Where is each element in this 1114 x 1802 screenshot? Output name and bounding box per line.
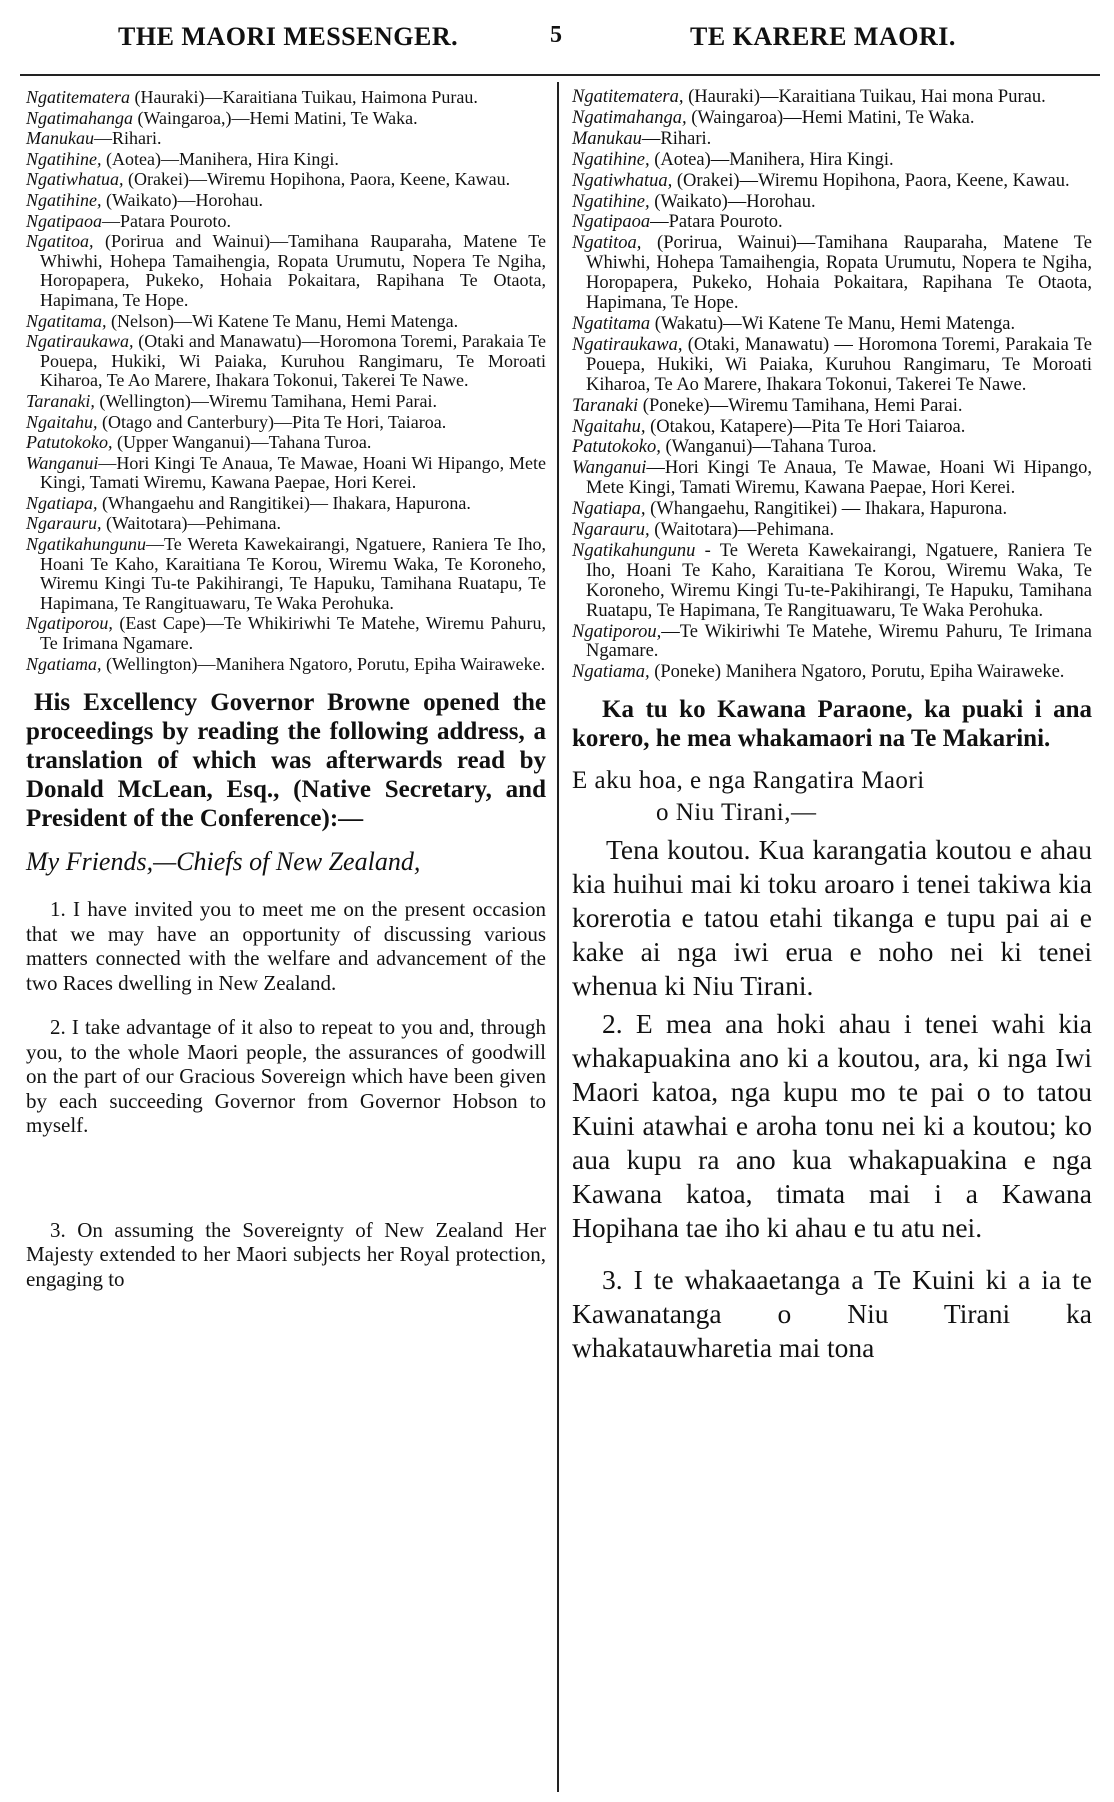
tribe-name: Ngatiwhatua,	[572, 170, 673, 191]
tribe-entry	[572, 336, 1092, 396]
tribe-members: (Wakatu)—Wi Katene Te Manu, Hemi Matenga.	[650, 313, 1016, 334]
tribe-name: Ngarauru,	[26, 513, 102, 534]
tribe-name: Ngatiapa,	[26, 492, 98, 513]
maori-salutation	[572, 765, 1092, 829]
tribe-members: (Upper Wanganui)—Tahana Turoa.	[112, 432, 372, 453]
tribe-name: Ngatiraukawa,	[572, 334, 683, 355]
tribe-members: (Aotea)—Manihera, Hira Kingi.	[649, 149, 894, 170]
tribe-entry	[26, 494, 546, 514]
tribe-entry	[572, 438, 1092, 458]
tribe-members: (Poneke)—Wiremu Tamihana, Hemi Parai.	[638, 395, 963, 416]
column-divider	[557, 82, 559, 1792]
tribe-entry	[26, 232, 546, 310]
tribe-entry	[26, 392, 546, 412]
tribe-entry	[26, 614, 546, 653]
tribe-members: (Waingaroa)—Hemi Matini, Te Waka.	[686, 107, 975, 128]
maori-salutation-line1: E aku hoa, e nga Rangatira Maori	[572, 767, 925, 795]
tribe-members: (Orakei)—Wiremu Hopihona, Paora, Keene, Kawau.	[672, 170, 1070, 191]
tribe-name: Ngaitahu,	[26, 411, 98, 432]
tribe-name: Manukau	[572, 128, 642, 149]
header-rule	[20, 74, 1100, 76]
tribe-entry	[572, 315, 1092, 335]
tribe-entry	[572, 542, 1092, 622]
tribe-members: - Te Wereta Kawekairangi, Ngatuere, Raniera Te Iho, Hoani Te Kaho, Karaitiana Te Korou, Wiremu Waka, Te Koroneho, Wiremu Kingi Tu-te-Pakihirangi, Te Hapuku, Tamihana Ruatapu, Te Hapimana, Te Rangituawaru, Te Waka Perohuka.	[586, 540, 1092, 621]
tribe-members: (Wanganui)—Tahana Turoa.	[660, 437, 877, 458]
tribe-name: Ngatiporou,	[26, 613, 113, 634]
tribe-members: (Otakou, Katapere)—Pita Te Hori Taiaroa.	[645, 416, 966, 437]
maori-attendee-list	[572, 88, 1092, 683]
tribe-members: —Hori Kingi Te Anaua, Te Mawae, Hoani Wi Hipango, Mete Kingi, Tamati Wiremu, Kawana Paepae, Hori Kerei.	[586, 458, 1092, 499]
english-paragraph-1: 1. I have invited you to meet me on the present occasion that we may have an opportunity of discussing various matters connected with the welfare and advancement of the two Races dwelling in New Zealand.	[26, 897, 546, 995]
tribe-entry	[26, 150, 546, 170]
tribe-name: Ngatitematera,	[572, 87, 684, 107]
tribe-name: Ngatihine,	[26, 189, 102, 210]
tribe-members: (Waikato)—Horohau.	[101, 189, 263, 210]
tribe-members: —Te Wereta Kawekairangi, Ngatuere, Raniera Te Iho, Hoani Te Kaho, Karaitiana Te Korou, Wiremu Waka, Te Koroneho, Wiremu Kingi Tu-te Pakihirangi, Te Hapuku, Tamihana Ruatapu, Te Hapimana, Te Rangituawaru, Te Waka Perohuka.	[40, 534, 546, 613]
tribe-members: (Orakei)—Wiremu Hopihona, Paora, Keene, Kawau.	[123, 169, 511, 190]
maori-title: TE KARERE MAORI.	[690, 22, 956, 51]
tribe-entry	[26, 535, 546, 613]
tribe-name: Ngatimahanga	[26, 107, 134, 128]
tribe-members: —Te Wikiriwhi Te Matehe, Wiremu Pahuru, Te Irimana Ngamare.	[586, 621, 1092, 662]
tribe-entry	[26, 655, 546, 675]
tribe-name: Ngatihine,	[572, 149, 650, 170]
tribe-entry	[572, 213, 1092, 233]
tribe-entry	[572, 521, 1092, 541]
tribe-members: (Otaki, Manawatu) — Horomona Toremi, Parakaia Te Pouepa, Hukiki, Wi Paiaka, Kuruhou Rangimaru, Te Moroati Kiharoa, Te Ao Marere, Ihakara Tokonui, Takerei Te Nawe.	[586, 334, 1092, 395]
tribe-members: —Rihari.	[93, 128, 162, 149]
tribe-members: (East Cape)—Te Whikiriwhi Te Matehe, Wiremu Pahuru, Te Irimana Ngamare.	[40, 613, 546, 654]
tribe-entry	[572, 459, 1092, 499]
tribe-members: —Patara Pouroto.	[650, 212, 783, 233]
tribe-entry	[26, 413, 546, 433]
english-attendee-list	[26, 88, 546, 674]
tribe-entry	[26, 88, 546, 108]
tribe-name: Ngatipaoa	[26, 210, 103, 231]
tribe-name: Ngatitoa,	[572, 233, 642, 254]
tribe-members: —Patara Pouroto.	[102, 210, 231, 231]
tribe-entry	[572, 397, 1092, 417]
tribe-name: Ngatipaoa	[572, 212, 651, 233]
tribe-members: (Otaki and Manawatu)—Horomona Toremi, Parakaia Te Pouepa, Hukiki, Wi Paiaka, Kuruhou Rangimaru, Te Moroati Kiharoa, Te Ao Marere, Ihakara Tokonui, Takerei Te Nawe.	[40, 331, 546, 391]
english-paragraph-2: 2. I take advantage of it also to repeat to you and, through you, to the whole Maori people, the assurances of goodwill on the part of our Gracious Sovereign which have been given by each succeeding Governor from Governor Hobson to myself.	[26, 1015, 546, 1138]
tribe-name: Ngatikahungunu	[572, 540, 696, 561]
tribe-entry	[26, 129, 546, 149]
tribe-members: (Waingaroa,)—Hemi Matini, Te Waka.	[133, 107, 418, 128]
tribe-members: (Hauraki)—Karaitiana Tuikau, Hai mona Purau.	[683, 87, 1046, 107]
tribe-name: Patutokoko,	[26, 432, 113, 453]
tribe-entry	[572, 88, 1092, 108]
tribe-name: Ngatitama	[572, 313, 651, 334]
tribe-name: Ngatikahungunu	[26, 534, 146, 555]
tribe-entry	[572, 109, 1092, 129]
tribe-members: (Waikato)—Horohau.	[649, 191, 816, 212]
tribe-members: (Whangaehu, Rangitikei) — Ihakara, Hapurona.	[645, 499, 1008, 520]
tribe-name: Manukau	[26, 128, 94, 149]
tribe-entry	[26, 454, 546, 493]
tribe-members: (Waitotara)—Pehimana.	[101, 513, 281, 534]
maori-salutation-line2: o Niu Tirani,—	[656, 799, 817, 827]
tribe-name: Ngatitematera	[26, 87, 130, 107]
tribe-members: (Nelson)—Wi Katene Te Manu, Hemi Matenga.	[106, 310, 459, 331]
tribe-entry	[572, 151, 1092, 171]
tribe-entry	[572, 130, 1092, 150]
tribe-name: Ngatihine,	[26, 148, 102, 169]
tribe-name: Ngatiama,	[572, 662, 650, 683]
tribe-name: Ngatiapa,	[572, 499, 646, 520]
maori-paragraph-3: 3. I te whakaaetanga a Te Kuini ki a ia te Kawanatanga o Niu Tirani ka whakatauwharetia mai tona	[572, 1264, 1092, 1364]
tribe-name: Ngatimahanga,	[572, 107, 687, 128]
tribe-entry	[26, 433, 546, 453]
tribe-members: (Waitotara)—Pehimana.	[649, 520, 835, 541]
tribe-name: Taranaki,	[26, 390, 95, 411]
tribe-name: Patutokoko,	[572, 437, 661, 458]
tribe-members: —Rihari.	[641, 128, 712, 149]
tribe-name: Ngatiwhatua,	[26, 169, 124, 190]
tribe-entry	[26, 212, 546, 232]
page-header	[0, 22, 1114, 62]
tribe-entry	[572, 663, 1092, 683]
tribe-members: (Hauraki)—Karaitiana Tuikau, Haimona Purau.	[130, 87, 478, 107]
english-title: THE MAORI MESSENGER.	[118, 22, 459, 51]
tribe-name: Ngatitama,	[26, 310, 107, 331]
english-intro: His Excellency Governor Browne opened the proceedings by reading the following address, a translation of which was afterwards read by Donald McLean, Esq., (Native Secretary, and President of the Conference):—	[26, 689, 546, 833]
tribe-name: Wanganui	[26, 452, 99, 473]
tribe-members: (Whangaehu and Rangitikei)— Ihakara, Hapurona.	[97, 492, 471, 513]
tribe-members: (Porirua, Wainui)—Tamihana Rauparaha, Matene Te Whiwhi, Hohepa Tamaihengia, Ropata Urumutu, Nopera te Ngiha, Horopapera, Pukeko, Hohaia Pokaitara, Rapihana Te Otaota, Hapimana, Te Hope.	[586, 233, 1092, 314]
english-paragraph-3: 3. On assuming the Sovereignty of New Zealand Her Majesty extended to her Maori subjects her Royal protection, engaging to	[26, 1217, 546, 1291]
tribe-entry	[572, 172, 1092, 192]
tribe-name: Ngaitahu,	[572, 416, 646, 437]
maori-paragraph-1: Tena koutou. Kua karangatia koutou e ahau kia huihui mai ki toku aroaro i tenei takiwa kia korerotia e tatou etahi tikanga e tupu pai ai e kake ai nga iwi erua e noho nei ki tenei whenua ki Niu Tirani.	[572, 834, 1092, 1002]
tribe-name: Ngatiama,	[26, 653, 102, 674]
page-number: 5	[550, 22, 563, 48]
tribe-entry	[572, 234, 1092, 314]
tribe-members: (Otago and Canterbury)—Pita Te Hori, Taiaroa.	[97, 411, 447, 432]
tribe-entry	[572, 500, 1092, 520]
tribe-name: Ngatiporou,	[572, 621, 662, 642]
tribe-name: Ngatiraukawa,	[26, 331, 134, 352]
tribe-name: Wanganui	[572, 458, 647, 479]
maori-intro: Ka tu ko Kawana Paraone, ka puaki i ana korero, he mea whakamaori na Te Makarini.	[572, 696, 1092, 753]
tribe-name: Ngatihine,	[572, 191, 650, 212]
tribe-members: (Wellington)—Manihera Ngatoro, Porutu, Epiha Wairaweke.	[101, 653, 546, 674]
tribe-entry	[572, 623, 1092, 663]
tribe-name: Ngarauru,	[572, 520, 650, 541]
tribe-entry	[26, 170, 546, 190]
tribe-entry	[26, 109, 546, 129]
maori-paragraph-2: 2. E mea ana hoki ahau i tenei wahi kia whakapuakina ano ki a koutou, ara, ki nga Iwi Maori katoa, nga kupu mo te pai o to tatou Kuini atawhai e aroha tonu nei ki a koutou; ko aua kupu ra ano kua whakapuakina e nga Kawana katoa, timata mai i a Kawana Hopihana tae iho ki ahau e tu atu nei.	[572, 1008, 1092, 1244]
tribe-entry	[572, 193, 1092, 213]
tribe-name: Ngatitoa,	[26, 231, 94, 252]
maori-column	[572, 88, 1092, 1365]
tribe-members: (Poneke) Manihera Ngatoro, Porutu, Epiha Wairaweke.	[649, 662, 1065, 683]
tribe-members: (Porirua and Wainui)—Tamihana Rauparaha, Matene Te Whiwhi, Hohepa Tamaihengia, Ropata Urumutu, Nopera Te Ngiha, Horopapera, Pukeko, Hohaia Pokaitara, Rapihana Te Otaota, Hapimana, Te Hope.	[40, 231, 546, 310]
tribe-members: —Hori Kingi Te Anaua, Te Mawae, Hoani Wi Hipango, Mete Kingi, Tamati Wiremu, Kawana Paepae, Hori Kerei.	[40, 452, 546, 493]
tribe-members: (Wellington)—Wiremu Tamihana, Hemi Parai.	[94, 390, 437, 411]
tribe-name: Taranaki	[572, 395, 639, 416]
tribe-entry	[26, 514, 546, 534]
english-salutation: My Friends,—Chiefs of New Zealand,	[26, 847, 421, 877]
tribe-entry	[26, 312, 546, 332]
tribe-entry	[26, 191, 546, 211]
english-column	[26, 88, 546, 1291]
tribe-members: (Aotea)—Manihera, Hira Kingi.	[101, 148, 339, 169]
tribe-entry	[26, 332, 546, 391]
tribe-entry	[572, 418, 1092, 438]
